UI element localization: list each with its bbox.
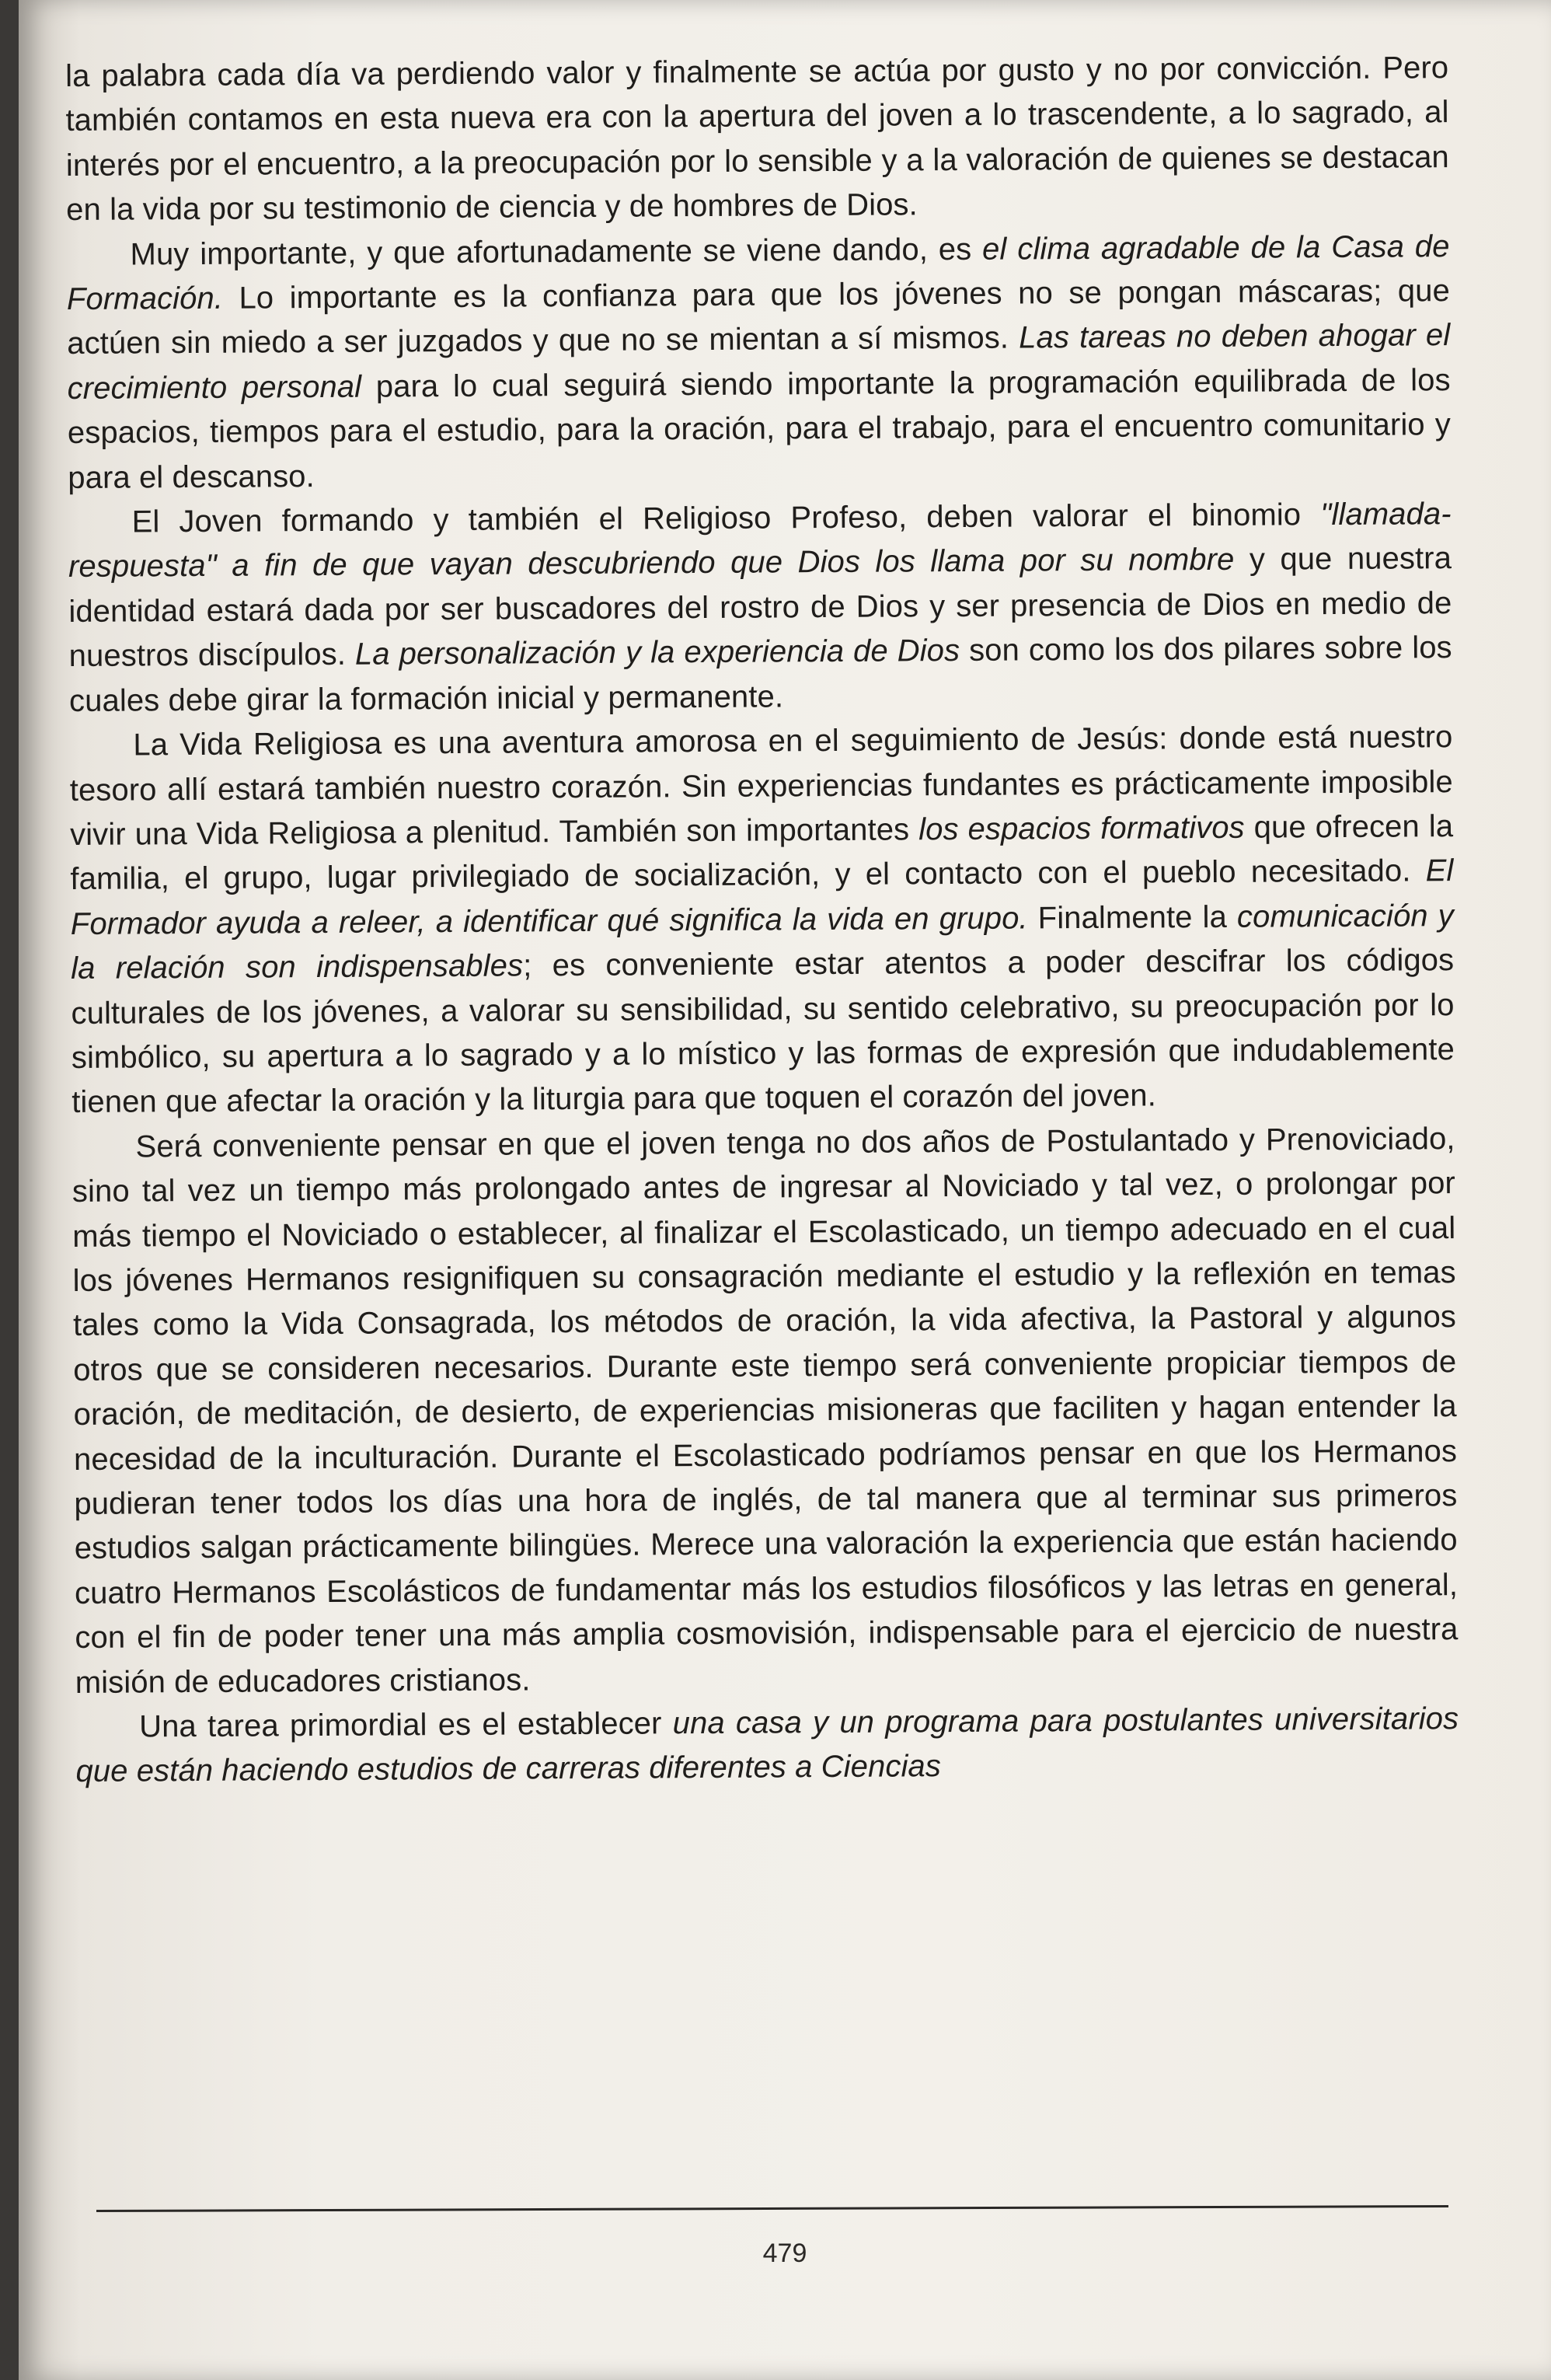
text-span: ; es conveniente estar atentos a poder descifrar los códigos culturales de los jóvenes, a valorar su sensibilidad, su sentido celebrativo, su preocupación por lo simbólico, su apertura a lo sagrado y a lo místico y las formas de expresión que indudablemente tienen que afectar la oración y la liturgia para que toquen el corazón del joven. [71,943,1455,1120]
text-span: la palabra cada día va perdiendo valor y finalmente se actúa por gusto y no por convicción. Pero también contamos en esta nueva era con la apertura del joven a lo trascendente, a lo sagrado, al interés por el encuentro, a la preocupación por lo sensible y a la valoración de quienes se destacan en la vida por su testimonio de ciencia y de hombres de Dios. [65,51,1449,228]
text-span: que ofrecen la familia, el grupo, lugar privilegiado de socialización, y el contacto con el pueblo necesitado. [70,809,1454,897]
text-span: son como los dos pilares sobre los cuales debe girar la formación inicial y permanente. [68,630,1452,718]
text-span: para lo cual seguirá siendo importante la programación equilibrada de los espacios, tiempos para el estudio, para la oración, para el trabajo, para el encuentro comunitario y para el descanso. [67,362,1452,495]
text-span: Lo importante es la confianza para que los jóvenes no se pongan máscaras; que actúen sin miedo a ser juzgados y que no se mientan a sí mismos. [67,274,1451,361]
paragraph [75,1697,1459,1795]
paragraph [66,225,1451,501]
book-page [19,0,1551,2380]
italic-text: comunicación y la relación son indispensables [71,898,1454,986]
text-span: Una tarea primordial es el establecer [139,1706,673,1744]
italic-text: "llamada-respuesta" a fin de que vayan descubriendo que Dios los llama por su nombre [68,497,1452,585]
italic-text: el clima agradable de la Casa de Formación. [66,229,1450,317]
body-text [65,46,1459,1795]
paragraph [68,492,1453,724]
paragraph [69,715,1455,1125]
paragraph [71,1117,1459,1705]
paragraph [65,46,1449,232]
text-span: Será conveniente pensar en que el joven tenga no dos años de Postulantado y Prenoviciado, sino tal vez un tiempo más prolongado antes de ingresar al Noviciado y tal vez, o prolongar por más tiempo el Noviciado o establecer, al finalizar el Escolasticado, un tiempo adecuado en el cual los jóvenes Hermanos resignifiquen su consagración mediante el estudio y la reflexión en temas tales como la Vida Consagrada, los métodos de oración, la vida afectiva, la Pastoral y algunos otros que se consideren necesarios. Durante este tiempo será conveniente propiciar tiempos de oración, de meditación, de desierto, de experiencias misioneras que faciliten y hagan entender la necesidad de la inculturación. Durante el Escolasticado podríamos pensar en que los Hermanos pudieran tener todos los días una hora de inglés, de tal manera que al terminar sus primeros estudios salgan prácticamente bilingües. Merece una valoración la experiencia que están haciendo cuatro Hermanos Escolásticos de fundamentar más los estudios filosóficos y las letras en general, con el fin de poder tener una más amplia cosmovisión, indispensable para el ejercicio de nuestra misión de educadores cristianos. [71,1121,1459,1700]
page-number: 479 [762,2239,807,2268]
italic-text: los espacios formativos [918,810,1245,847]
italic-text: El Formador ayuda a releer, a identificar qué significa la vida en grupo. [70,853,1454,941]
text-span: Muy importante, y que afortunadamente se viene dando, es [130,232,983,272]
italic-text: La personalización y la experiencia de Dios [354,633,960,672]
text-span: y que nuestra identidad estará dada por ser buscadores del rostro de Dios y ser presencia de Dios en medio de nuestros discípulos. [68,541,1452,674]
text-span: Finalmente la [1027,899,1238,936]
text-span: La Vida Religiosa es una aventura amorosa en el seguimiento de Jesús: donde está nuestro tesoro allí estará también nuestro corazón. Sin experiencias fundantes es prácticamente imposible vivir una Vida Religiosa a plenitud. También son importantes [69,720,1453,852]
italic-text: Las tareas no deben ahogar el crecimiento personal [67,318,1451,406]
text-span: El Joven formando y también el Religioso Profeso, deben valorar el binomio [131,497,1321,539]
italic-text: una casa y un programa para postulantes universitarios que están haciendo estudios de carreras diferentes a Ciencias [75,1701,1459,1789]
footer-rule [96,2205,1448,2212]
